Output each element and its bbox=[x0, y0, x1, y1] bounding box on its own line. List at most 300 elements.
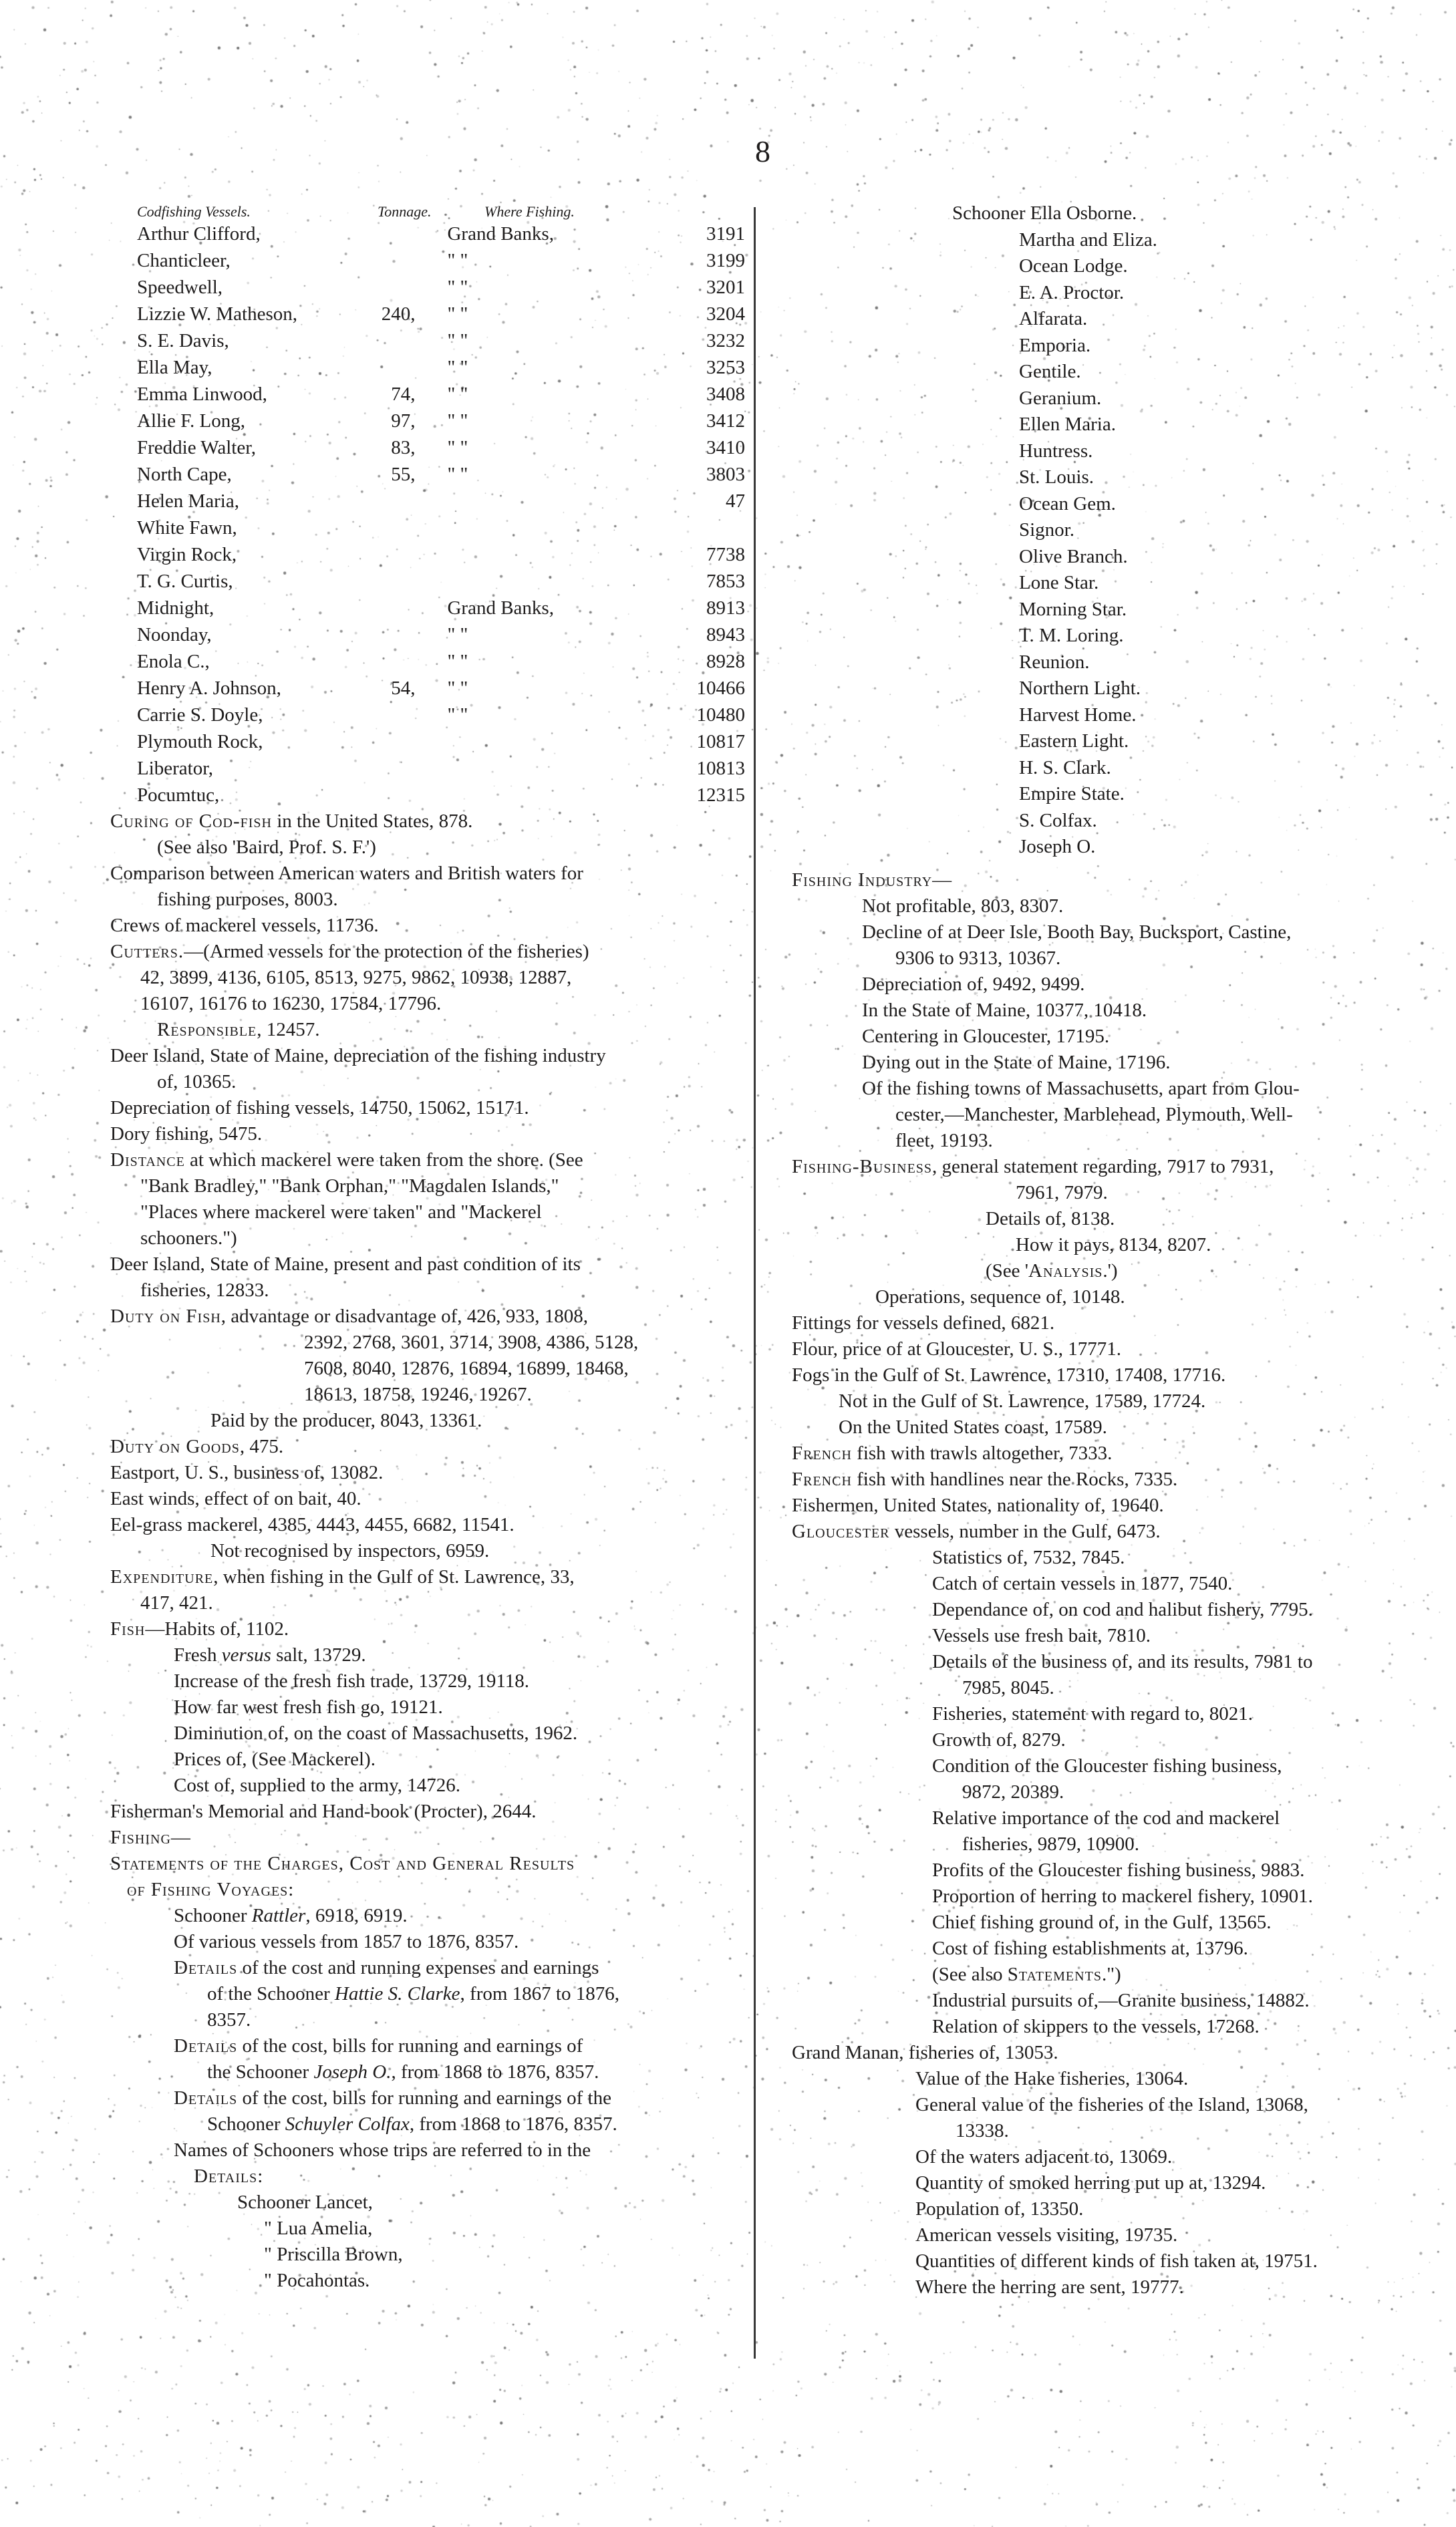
entry-text: Grand Manan, fisheries of, 13053. bbox=[792, 2041, 1058, 2063]
entry-text: Of the fishing towns of Massachusetts, apart from Glou- bbox=[862, 1077, 1300, 1099]
entry-text: the Schooner bbox=[207, 2061, 314, 2083]
entry-text: , when fishing in the Gulf of St. Lawrence, 33, bbox=[213, 1566, 575, 1588]
index-entry-line bbox=[792, 2066, 1440, 2092]
entry-text: Gloucester bbox=[792, 1520, 890, 1542]
index-entry-line bbox=[792, 1884, 1440, 1910]
entry-text: Details bbox=[174, 1957, 238, 1978]
vessel-tonnage: 54, bbox=[391, 677, 416, 699]
index-entry-line bbox=[792, 1571, 1440, 1597]
entry-text: Details of, 8138. bbox=[986, 1207, 1115, 1229]
entry-text: Quantities of different kinds of fish taken at, 19751. bbox=[915, 2250, 1318, 2272]
index-entry-line bbox=[792, 1310, 1440, 1336]
index-entry-line bbox=[792, 1050, 1440, 1076]
entry-text: Operations, sequence of, 10148. bbox=[875, 1286, 1125, 1308]
schooner-name: S. Colfax. bbox=[1019, 809, 1097, 831]
index-entry-line bbox=[110, 1121, 745, 1147]
entry-text: fish with handlines near the Rocks, 7335. bbox=[851, 1468, 1178, 1490]
vessel-page-ref: 3408 bbox=[706, 383, 745, 405]
vessel-fishing-ground: Grand Banks, bbox=[447, 597, 554, 619]
entry-text: 42, 3899, 4136, 6105, 8513, 9275, 9862, 10938, 12887, bbox=[140, 967, 572, 988]
entry-text: salt, 13729. bbox=[271, 1644, 366, 1666]
vessel-fishing-ground: " " bbox=[447, 303, 468, 325]
index-entry-line bbox=[110, 1851, 745, 1877]
entry-text: Analysis bbox=[1028, 1259, 1103, 1282]
vessel-page-ref: 3253 bbox=[706, 356, 745, 378]
entry-text: Distance bbox=[110, 1149, 185, 1171]
schooner-name: Gentile. bbox=[1019, 361, 1081, 382]
index-entry-line bbox=[110, 2164, 745, 2190]
index-entry-line bbox=[110, 965, 745, 991]
index-entry-line bbox=[110, 1929, 745, 1955]
entry-text: fisheries, 12833. bbox=[140, 1280, 269, 1301]
index-entry-line bbox=[792, 2248, 1440, 2274]
index-entry-line bbox=[792, 1936, 1440, 1962]
entry-text: Dying out in the State of Maine, 17196. bbox=[862, 1051, 1171, 1073]
index-entry-line bbox=[792, 972, 1440, 998]
index-entry-line bbox=[110, 1017, 745, 1043]
index-entry-line bbox=[792, 1962, 1440, 1988]
vessel-row bbox=[110, 541, 745, 568]
index-entry-line bbox=[792, 2014, 1440, 2040]
vessel-page-ref: 3191 bbox=[706, 222, 745, 245]
entry-text: Responsible bbox=[157, 1019, 257, 1040]
vessel-name: Pocumtuc, bbox=[137, 784, 220, 806]
index-entry-line bbox=[110, 1616, 745, 1642]
index-entry-line bbox=[110, 1199, 745, 1225]
schooner-name: Emporia. bbox=[1019, 334, 1091, 356]
vessel-name: Plymouth Rock, bbox=[137, 730, 263, 752]
vessel-fishing-ground: " " bbox=[447, 704, 468, 726]
vessel-name: Midnight, bbox=[137, 597, 214, 619]
index-entry-line bbox=[792, 2274, 1440, 2300]
entry-text: Chief fishing ground of, in the Gulf, 13565. bbox=[932, 1911, 1272, 1933]
vessel-row bbox=[110, 621, 745, 648]
vessel-name: North Cape, bbox=[137, 463, 232, 485]
entry-text: in the United States, 878. bbox=[271, 810, 473, 832]
index-entry-line bbox=[110, 1564, 745, 1590]
entry-text: , 475. bbox=[239, 1436, 284, 1457]
entry-text: "Bank Bradley," "Bank Orphan," "Magdalen Islands," bbox=[140, 1175, 559, 1197]
schooner-name: Eastern Light. bbox=[1019, 730, 1129, 752]
entry-text: of Fishing Voyages: bbox=[127, 1879, 295, 1900]
index-entry-line bbox=[110, 2216, 745, 2242]
entry-text: Statistics of, 7532, 7845. bbox=[932, 1546, 1125, 1568]
entry-text: Paid by the producer, 8043, 13361. bbox=[210, 1410, 482, 1431]
index-entry-line bbox=[792, 1779, 1440, 1805]
schooner-name: Olive Branch. bbox=[1019, 545, 1128, 567]
page-number: 8 bbox=[755, 134, 770, 168]
vessel-row bbox=[110, 595, 745, 621]
header-where-fishing: Where Fishing. bbox=[484, 203, 575, 220]
index-entry-line bbox=[110, 1434, 745, 1460]
entry-text: , advantage or disadvantage of, 426, 933, 1808, bbox=[221, 1306, 589, 1327]
vessel-row bbox=[110, 301, 745, 327]
entry-text: of the cost, bills for running and earnings of bbox=[237, 2035, 583, 2057]
index-entry-line bbox=[110, 2190, 745, 2216]
vessel-page-ref: 3410 bbox=[706, 436, 745, 458]
vessel-name: Enola C., bbox=[137, 650, 210, 672]
vessel-row bbox=[110, 702, 745, 728]
entry-text: Proportion of herring to mackerel fishery, 10901. bbox=[932, 1885, 1313, 1907]
left-column bbox=[110, 200, 745, 2294]
index-entry-line bbox=[792, 1623, 1440, 1649]
index-entry-line bbox=[792, 919, 1440, 945]
index-entry-line bbox=[110, 1825, 745, 1851]
index-entry-line bbox=[110, 1877, 745, 1903]
vessel-fishing-ground: " " bbox=[447, 463, 468, 485]
vessel-fishing-ground: " " bbox=[447, 276, 468, 298]
entry-text: Fisherman's Memorial and Hand-book (Procter), 2644. bbox=[110, 1801, 537, 1822]
schooner-name: H. S. Clark. bbox=[1019, 756, 1111, 778]
index-entry-line bbox=[110, 1642, 745, 1668]
vessel-fishing-ground: " " bbox=[447, 356, 468, 378]
index-entry-line bbox=[110, 1330, 745, 1356]
index-entry-line bbox=[792, 1258, 1440, 1284]
schooner-name: Alfarata. bbox=[1019, 308, 1088, 329]
index-entry-line bbox=[110, 1147, 745, 1173]
index-entry-line bbox=[110, 939, 745, 965]
index-entry-line bbox=[792, 2222, 1440, 2248]
entry-text: 16107, 16176 to 16230, 17584, 17796. bbox=[140, 993, 442, 1014]
entry-text: " Lua Amelia, bbox=[264, 2218, 373, 2239]
vessel-fishing-ground: " " bbox=[447, 436, 468, 458]
entry-text: Decline of at Deer Isle, Booth Bay, Bucksport, Castine, bbox=[862, 921, 1292, 943]
index-entry-line bbox=[792, 2144, 1440, 2170]
entry-text: , 6918, 6919. bbox=[305, 1905, 408, 1926]
entry-text: 9872, 20389. bbox=[962, 1781, 1064, 1803]
index-entry-line bbox=[110, 2033, 745, 2059]
entry-text: "Places where mackerel were taken" and "Mackerel bbox=[140, 1201, 542, 1223]
schooner-name: Harvest Home. bbox=[1019, 704, 1137, 726]
vessel-row bbox=[110, 728, 745, 755]
vessel-page-ref: 7738 bbox=[706, 543, 745, 565]
vessel-name: Allie F. Long, bbox=[137, 410, 246, 432]
schooner-name: T. M. Loring. bbox=[1019, 625, 1124, 646]
vessel-name: Freddie Walter, bbox=[137, 436, 256, 458]
vessel-name: Carrie S. Doyle, bbox=[137, 704, 263, 726]
vessel-page-ref: 47 bbox=[726, 490, 745, 512]
index-entry-line bbox=[110, 913, 745, 939]
index-entry-line bbox=[110, 2268, 745, 2294]
index-entry-line bbox=[792, 945, 1440, 972]
entry-text: General value of the fisheries of the Island, 13068, bbox=[915, 2093, 1308, 2115]
schooner-name: Martha and Eliza. bbox=[1019, 229, 1157, 251]
entry-text: Hattie S. Clarke bbox=[334, 1983, 460, 2004]
entry-text: Flour, price of at Gloucester, U. S., 17771. bbox=[792, 1338, 1121, 1360]
index-entry-line bbox=[110, 1251, 745, 1278]
entry-text: Deer Island, State of Maine, depreciation of the fishing industry bbox=[110, 1045, 606, 1066]
entry-text: 18613, 18758, 19246, 19267. bbox=[304, 1384, 532, 1405]
entry-text: , from 1868 to 1876, 8357. bbox=[409, 2113, 617, 2135]
entry-text: Catch of certain vessels in 1877, 7540. bbox=[932, 1572, 1233, 1594]
index-entry-line bbox=[110, 861, 745, 887]
entry-text: 8357. bbox=[207, 2009, 251, 2031]
schooner-name: Huntress. bbox=[1019, 440, 1093, 462]
vessel-page-ref: 8928 bbox=[706, 650, 745, 672]
entry-text: , from 1867 to 1876, bbox=[460, 1983, 619, 2004]
index-entry-line bbox=[792, 1988, 1440, 2014]
vessel-row bbox=[110, 247, 745, 274]
vessel-name: Lizzie W. Matheson, bbox=[137, 303, 298, 325]
index-entry-line bbox=[110, 1460, 745, 1486]
index-entry-line bbox=[792, 1467, 1440, 1493]
index-entry-line bbox=[110, 1512, 745, 1538]
entry-text: Of various vessels from 1857 to 1876, 8357. bbox=[174, 1931, 519, 1952]
entry-text: — bbox=[932, 869, 952, 891]
entry-text: : bbox=[257, 2166, 263, 2187]
entry-text: Diminution of, on the coast of Massachusetts, 1962. bbox=[174, 1723, 578, 1744]
vessel-tonnage: 55, bbox=[391, 463, 416, 485]
index-entry-line bbox=[110, 2111, 745, 2137]
vessel-page-ref: 7853 bbox=[706, 570, 745, 592]
entry-text: schooners.") bbox=[140, 1227, 237, 1249]
index-entry-line bbox=[792, 1441, 1440, 1467]
index-entry-line bbox=[110, 1043, 745, 1069]
entry-text: In the State of Maine, 10377, 10418. bbox=[862, 999, 1147, 1021]
vessel-row bbox=[110, 675, 745, 702]
index-entry-line bbox=[110, 1903, 745, 1929]
index-entry-line bbox=[792, 1805, 1440, 1831]
entry-text: Fisheries, statement with regard to, 8021. bbox=[932, 1702, 1254, 1725]
schooner-name: E. A. Proctor. bbox=[1019, 281, 1125, 303]
vessel-table-header bbox=[110, 200, 745, 220]
vessel-page-ref: 10813 bbox=[696, 757, 745, 779]
index-entry-line bbox=[792, 1128, 1440, 1154]
entry-text: Relation of skippers to the vessels, 17268. bbox=[932, 2015, 1260, 2037]
entry-text: (See ' bbox=[986, 1259, 1029, 1282]
entry-text: Fresh bbox=[174, 1644, 222, 1666]
index-entry-line bbox=[110, 1773, 745, 1799]
index-entry-line bbox=[110, 1408, 745, 1434]
index-entry-line bbox=[792, 1675, 1440, 1701]
entry-text: Crews of mackerel vessels, 11736. bbox=[110, 915, 379, 936]
entry-text: French bbox=[792, 1442, 852, 1464]
vessel-tonnage: 240, bbox=[381, 303, 416, 325]
entry-text: Quantity of smoked herring put up at, 13294. bbox=[915, 2172, 1266, 2194]
entry-text: cester,—Manchester, Marblehead, Plymouth, Well- bbox=[895, 1103, 1293, 1125]
entry-text: of the Schooner bbox=[207, 1983, 335, 2004]
index-entry-line bbox=[110, 835, 745, 861]
vessel-page-ref: 10817 bbox=[696, 730, 745, 752]
right-column bbox=[792, 200, 1440, 2300]
entry-text: Not in the Gulf of St. Lawrence, 17589, 17724. bbox=[839, 1390, 1206, 1412]
entry-text: Fittings for vessels defined, 6821. bbox=[792, 1312, 1055, 1334]
entry-text: Eastport, U. S., business of, 13082. bbox=[110, 1462, 384, 1483]
schooner-name: Ellen Maria. bbox=[1019, 414, 1116, 435]
vessel-fishing-ground: " " bbox=[447, 329, 468, 351]
index-entry-line bbox=[110, 1069, 745, 1095]
schooner-name: Geranium. bbox=[1019, 387, 1102, 409]
index-entry-line bbox=[110, 1225, 745, 1251]
schooner-list bbox=[792, 200, 1440, 861]
index-entry-line bbox=[792, 1727, 1440, 1753]
entry-text: Schooner bbox=[174, 1905, 252, 1926]
entry-text: at which mackerel were taken from the shore. (See bbox=[184, 1149, 583, 1171]
index-entry-line bbox=[792, 1753, 1440, 1779]
entry-text: On the United States coast, 17589. bbox=[839, 1416, 1107, 1438]
index-entry-line bbox=[792, 1232, 1440, 1258]
vessel-name: Helen Maria, bbox=[137, 490, 239, 512]
vessel-fishing-ground: Grand Banks, bbox=[447, 222, 554, 245]
vessel-page-ref: 3412 bbox=[706, 410, 745, 432]
vessel-tonnage: 74, bbox=[391, 383, 416, 405]
entry-text: Fish bbox=[110, 1618, 146, 1640]
entry-text: —Habits of, 1102. bbox=[145, 1618, 289, 1640]
entry-text: Cost of fishing establishments at, 13796. bbox=[932, 1937, 1248, 1959]
index-entry-line bbox=[792, 2040, 1440, 2066]
vessel-page-ref: 3201 bbox=[706, 276, 745, 298]
vessel-name: Arthur Clifford, bbox=[137, 222, 261, 245]
entry-text: .") bbox=[1101, 1963, 1121, 1985]
entry-text: fleet, 19193. bbox=[895, 1129, 993, 1151]
index-entry-line bbox=[110, 2007, 745, 2033]
vessel-row bbox=[110, 381, 745, 408]
index-entry-line bbox=[792, 2118, 1440, 2144]
vessel-row bbox=[110, 461, 745, 488]
vessel-name: Henry A. Johnson, bbox=[137, 677, 281, 699]
entry-text: Fishing Industry bbox=[792, 869, 933, 891]
index-entry-line bbox=[792, 1076, 1440, 1102]
vessel-fishing-ground: " " bbox=[447, 383, 468, 405]
index-entry-line bbox=[110, 1721, 745, 1747]
entry-text: Vessels use fresh bait, 7810. bbox=[932, 1624, 1151, 1646]
entry-text: (See also 'Baird, Prof. S. F.') bbox=[157, 837, 376, 858]
index-entry-line bbox=[110, 2085, 745, 2111]
index-entry-line bbox=[792, 1597, 1440, 1623]
vessel-fishing-ground: " " bbox=[447, 249, 468, 271]
entry-text: versus bbox=[221, 1644, 271, 1666]
vessel-row bbox=[110, 354, 745, 381]
vessel-row bbox=[110, 648, 745, 675]
entry-text: Of the waters adjacent to, 13069. bbox=[915, 2145, 1173, 2168]
entry-text: American vessels visiting, 19735. bbox=[915, 2224, 1178, 2246]
vessel-name: Noonday, bbox=[137, 623, 212, 645]
entry-text: Expenditure bbox=[110, 1566, 214, 1588]
entry-text: of the cost, bills for running and earnings of the bbox=[237, 2087, 611, 2109]
index-entry-line bbox=[110, 887, 745, 913]
index-entry-line bbox=[792, 1362, 1440, 1388]
index-entry-line bbox=[110, 1590, 745, 1616]
entry-text: .') bbox=[1103, 1259, 1118, 1282]
entry-text: Prices of, (See Mackerel). bbox=[174, 1749, 376, 1770]
entry-text: Details bbox=[174, 2087, 238, 2109]
entry-text: How far west fresh fish go, 19121. bbox=[174, 1696, 443, 1718]
index-entry-line bbox=[792, 2196, 1440, 2222]
index-entry-line bbox=[110, 1538, 745, 1564]
entry-text: " Priscilla Brown, bbox=[264, 2244, 403, 2265]
vessel-name: White Fawn, bbox=[137, 516, 237, 539]
entry-text: fish with trawls altogether, 7333. bbox=[851, 1442, 1113, 1464]
entry-text: Fishing-Business bbox=[792, 1155, 933, 1177]
schooner-name: Lone Star. bbox=[1019, 572, 1099, 593]
entry-text: Names of Schooners whose trips are referred to in the bbox=[174, 2139, 591, 2161]
entry-text: Fogs in the Gulf of St. Lawrence, 17310, 17408, 17716. bbox=[792, 1364, 1226, 1386]
column-divider bbox=[754, 207, 756, 2359]
vessel-page-ref: 8913 bbox=[706, 597, 745, 619]
vessel-fishing-ground: " " bbox=[447, 410, 468, 432]
index-entry-line bbox=[110, 991, 745, 1017]
vessel-row bbox=[110, 220, 745, 247]
index-entry-line bbox=[110, 2137, 745, 2164]
index-entry-line bbox=[110, 1095, 745, 1121]
vessel-name: Speedwell, bbox=[137, 276, 223, 298]
vessel-name: S. E. Davis, bbox=[137, 329, 229, 351]
index-entry-line bbox=[110, 808, 745, 835]
vessel-page-ref: 10466 bbox=[696, 677, 745, 699]
index-entry-line bbox=[110, 1955, 745, 1981]
entry-text: 417, 421. bbox=[140, 1592, 213, 1614]
index-entry-line bbox=[110, 1799, 745, 1825]
entry-text: Dependance of, on cod and halibut fishery, 7795. bbox=[932, 1598, 1313, 1620]
entry-text: 2392, 2768, 3601, 3714, 3908, 4386, 5128, bbox=[304, 1332, 639, 1353]
entry-text: Dory fishing, 5475. bbox=[110, 1123, 263, 1145]
index-entry-line bbox=[792, 1284, 1440, 1310]
entry-text: 9306 to 9313, 10367. bbox=[895, 947, 1061, 969]
vessel-row bbox=[110, 514, 745, 541]
vessel-name: Chanticleer, bbox=[137, 249, 231, 271]
vessel-page-ref: 8943 bbox=[706, 623, 745, 645]
entry-text: Condition of the Gloucester fishing business, bbox=[932, 1755, 1282, 1777]
entry-text: Comparison between American waters and British waters for bbox=[110, 863, 583, 884]
vessel-row bbox=[110, 568, 745, 595]
vessel-row bbox=[110, 408, 745, 434]
entry-text: Cutters. bbox=[110, 941, 184, 962]
entry-text: fishing purposes, 8003. bbox=[157, 889, 338, 910]
entry-text: Not recognised by inspectors, 6959. bbox=[210, 1540, 490, 1562]
index-entry-line bbox=[792, 867, 1440, 893]
entry-text: Value of the Hake fisheries, 13064. bbox=[915, 2067, 1189, 2089]
entry-text: Industrial pursuits of,—Granite business, 14882. bbox=[932, 1989, 1310, 2011]
entry-text: Joseph O. bbox=[313, 2061, 392, 2083]
entry-text: Statements bbox=[1007, 1963, 1102, 1985]
index-entry-line bbox=[792, 2092, 1440, 2118]
entry-text: Details bbox=[194, 2166, 258, 2187]
entry-text: , from 1868 to 1876, 8357. bbox=[391, 2061, 599, 2083]
index-entry-line bbox=[110, 2059, 745, 2085]
entry-text: Fishermen, United States, nationality of, 19640. bbox=[792, 1494, 1164, 1516]
index-entry-line bbox=[792, 998, 1440, 1024]
vessel-name: T. G. Curtis, bbox=[137, 570, 233, 592]
vessel-fishing-ground: " " bbox=[447, 623, 468, 645]
entry-text: 7985, 8045. bbox=[962, 1676, 1054, 1698]
entry-text: Growth of, 8279. bbox=[932, 1729, 1066, 1751]
vessel-name: Virgin Rock, bbox=[137, 543, 237, 565]
entry-text: 7608, 8040, 12876, 16894, 16899, 18468, bbox=[304, 1358, 629, 1379]
vessel-page-ref: 3199 bbox=[706, 249, 745, 271]
entry-text: —(Armed vessels for the protection of the fisheries) bbox=[184, 941, 589, 962]
entry-text: fisheries, 9879, 10900. bbox=[962, 1833, 1139, 1855]
index-entry-line bbox=[110, 2242, 745, 2268]
entry-text: Curing of Cod-fish bbox=[110, 810, 272, 832]
schooner-name: Empire State. bbox=[1019, 783, 1125, 804]
index-entry-line bbox=[110, 1668, 745, 1694]
entry-text: Cost of, supplied to the army, 14726. bbox=[174, 1775, 461, 1796]
entry-text: , 12457. bbox=[257, 1019, 320, 1040]
index-entry-line bbox=[792, 1336, 1440, 1362]
vessel-page-ref: 3204 bbox=[706, 303, 745, 325]
entry-text: 7961, 7979. bbox=[1016, 1181, 1108, 1203]
left-index-entries bbox=[110, 808, 745, 2294]
index-entry-line bbox=[792, 1701, 1440, 1727]
vessel-row bbox=[110, 755, 745, 782]
vessel-row bbox=[110, 782, 745, 808]
vessel-row bbox=[110, 434, 745, 461]
entry-text: Details of the business of, and its results, 7981 to bbox=[932, 1650, 1313, 1672]
entry-text: — bbox=[170, 1827, 190, 1848]
entry-text: Profits of the Gloucester fishing business, 9883. bbox=[932, 1859, 1305, 1881]
vessel-page-ref: 3803 bbox=[706, 463, 745, 485]
entry-text: East winds, effect of on bait, 40. bbox=[110, 1488, 361, 1509]
